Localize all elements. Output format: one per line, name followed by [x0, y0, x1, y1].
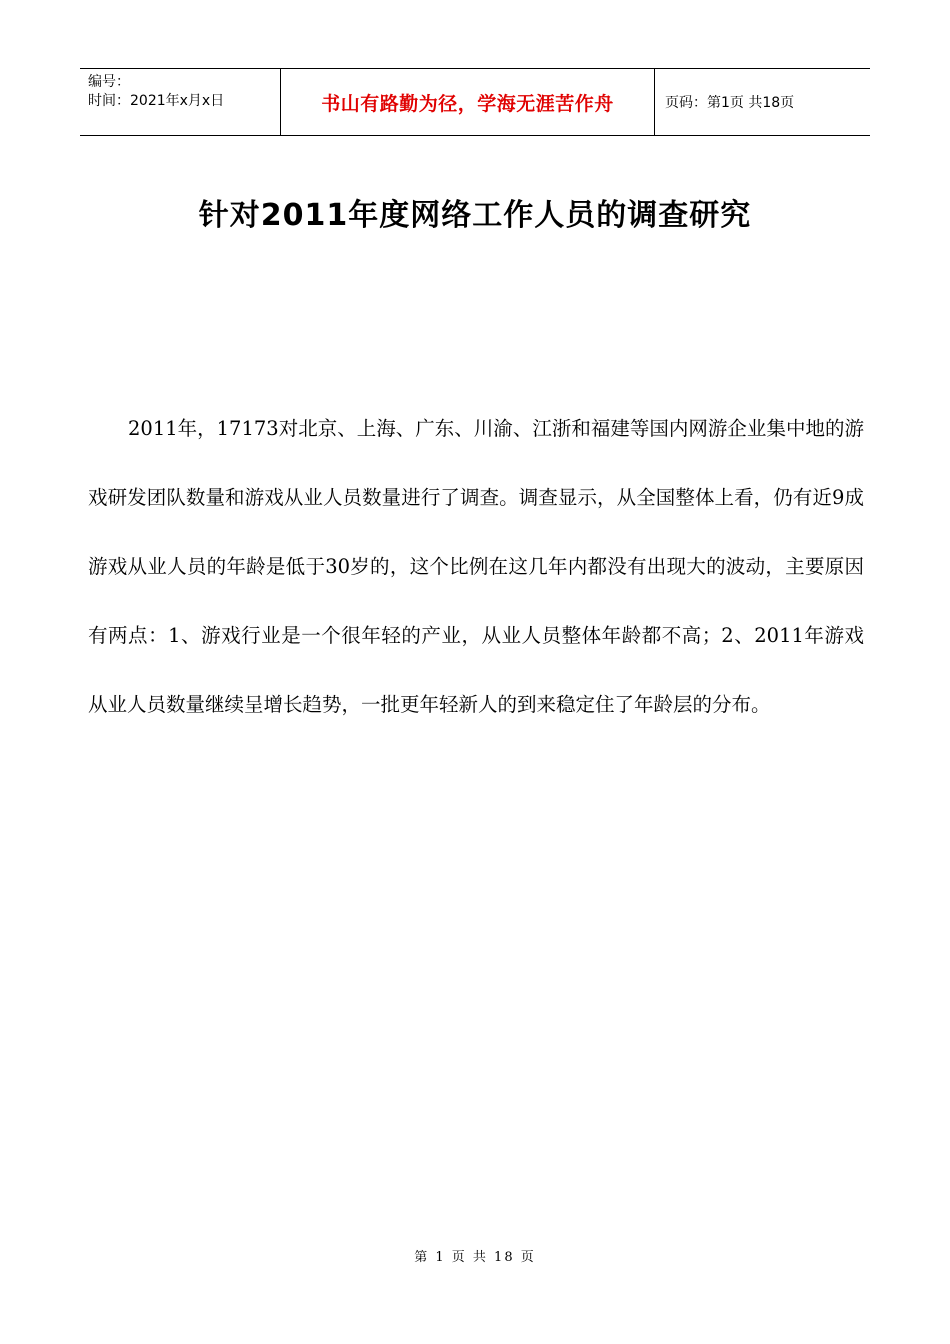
motto-text: 书山有路勤为径，学海无涯苦作舟 — [321, 92, 614, 115]
header-motto-cell — [281, 69, 655, 135]
footer-page-number: 第 1 页 共 18 页 — [414, 1250, 536, 1265]
document-header — [80, 68, 870, 136]
date-label: 时间：2021年x月x日 — [88, 93, 225, 109]
body-paragraph: 2011年，17173对北京、上海、广东、川渝、江浙和福建等国内网游企业集中地的游戏研发团队数量和游戏从业人员数量进行了调查。调查显示，从全国整体上看，仍有近9成游戏从业人员的年龄是低于30岁的，这个比例在这几年内都没有出现大的波动，主要原因有两点：1、游戏行业是一个很年轻的产业，从业人员整体年龄都不高；2、2011年游戏从业人员数量继续呈增长趋势，一批更年轻新人的到来稳定住了年龄层的分布。 — [88, 417, 864, 716]
header-meta-cell — [80, 69, 281, 135]
header-page-cell — [655, 69, 870, 135]
serial-number-label: 编号： — [88, 74, 130, 90]
document-title: 针对2011年度网络工作人员的调查研究 — [198, 198, 752, 233]
header-page-info: 页码：第1页 共18页 — [665, 95, 795, 111]
